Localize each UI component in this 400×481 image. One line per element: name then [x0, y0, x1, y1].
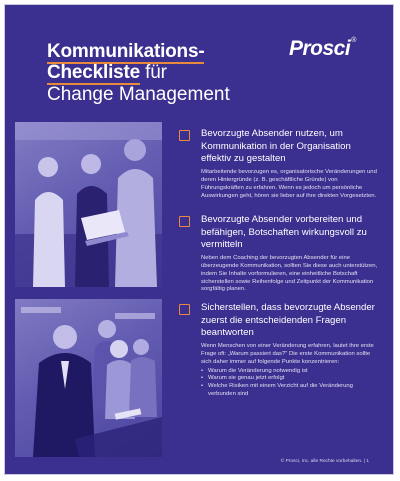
prosci-logo — [289, 37, 356, 61]
checkbox-icon — [179, 130, 190, 141]
item-title: Bevorzugte Absender nutzen, um Kommunikation in der Organisation effektiv zu gestalten — [201, 128, 351, 165]
page-title — [47, 41, 307, 106]
title-line1: Kommunikations- — [47, 41, 205, 62]
meeting-illustration — [15, 299, 162, 457]
checkbox-icon — [179, 216, 190, 227]
checklist-item — [179, 214, 379, 294]
reason-list — [201, 368, 379, 400]
title-line2-light: für — [145, 62, 167, 83]
checkbox-icon — [179, 304, 190, 315]
team-laptop-photo — [15, 122, 162, 287]
team-laptop-illustration — [15, 122, 162, 287]
title-line3: Change Management — [47, 84, 230, 105]
meeting-photo — [15, 299, 162, 457]
title-line2-bold: Checkliste — [47, 62, 141, 83]
logo-text: Prosci — [289, 37, 351, 60]
checklist-item — [179, 128, 379, 200]
item-title: Sicherstellen, dass bevorzugte Absender zuerst die entscheidenden Fragen beantworten — [201, 302, 375, 339]
logo-mark: ® — [351, 37, 356, 44]
item-body: Wenn Menschen von einer Veränderung erfahren, lautet ihre erste Frage oft: „Warum passiert das?" Die erste Kommunikation sollte sich daher immer auf folgende Punkte konzentrieren: — [201, 342, 374, 365]
copyright-footer: © Prosci, Inc. alle Rechte vorbehalten. | 1 — [280, 459, 369, 464]
item-body: Mitarbeitende bevorzugen es, organisatorische Veränderungen und deren Hintergründe (z. B. geschäftliche Gründe) von Führungskräften zu erfahren. Wenn es jedoch um persönliche Auswirkungen geht, hören sie lieber auf ihre direkten Vorgesetzten. — [201, 168, 377, 199]
item-title: Bevorzugte Absender vorbereiten und befähigen, Botschaften wirkungsvoll zu vermitteln — [201, 214, 367, 251]
checklist-page — [4, 4, 394, 475]
list-item: • Warum sie genau jetzt erfolgt — [201, 375, 379, 383]
list-item: • Warum die Veränderung notwendig ist — [201, 368, 379, 376]
item-body: Neben dem Coaching der bevorzugten Absender für eine überzeugende Kommunikation, sollten Sie diese auch unterstützen, indem Sie Inhalte vorformulieren, eine einheitliche Botschaft sicherstellen sowie Reihenfolge und Zeitpunkt der Kommunikation sorgfältig planen. — [201, 254, 378, 293]
list-item: • Welche Risiken mit einem Verzicht auf die Veränderung verbunden sind — [201, 383, 379, 399]
checklist-item — [179, 302, 379, 399]
